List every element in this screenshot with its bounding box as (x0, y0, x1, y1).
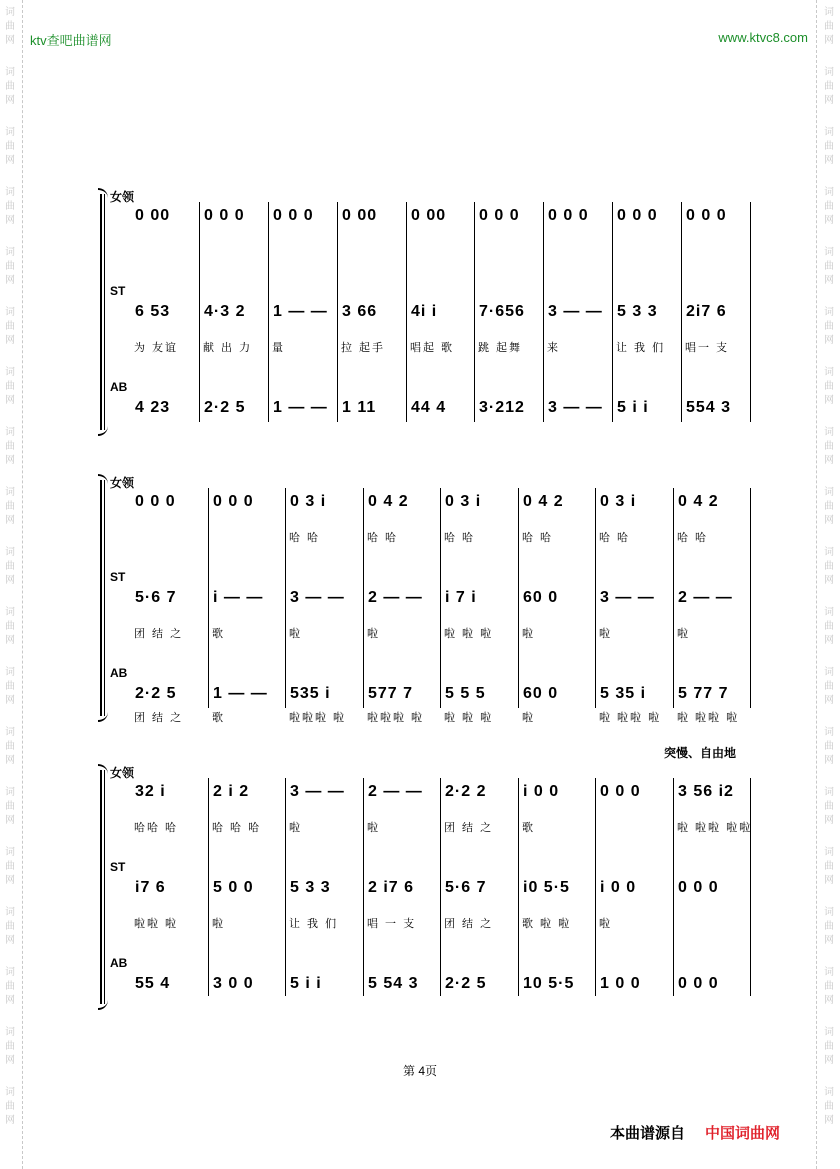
watermark-char: 词 (5, 487, 15, 498)
watermark-char: 曲 (5, 681, 15, 692)
measure-notes: 44 4 (411, 399, 447, 416)
measure-notes: 5 54 3 (368, 975, 419, 992)
measure-notes: 6 53 (135, 303, 171, 320)
lyric: 献 出 力 (203, 342, 253, 354)
measure-notes: 55 4 (135, 975, 171, 992)
watermark-char: 曲 (5, 501, 15, 512)
watermark-char: 词 (824, 787, 834, 798)
watermark-char: 词 (824, 7, 834, 18)
lyric: 哈 哈 (522, 532, 554, 544)
watermark-char: 网 (824, 275, 834, 286)
lyric: 来 (547, 342, 560, 354)
measure-notes: 1 — — (273, 399, 328, 416)
measure-notes: 2 — — (678, 589, 733, 606)
lyric: 啦 (367, 822, 380, 834)
barline (208, 488, 209, 708)
watermark-char: 曲 (824, 321, 834, 332)
lyric: 团 结 之 (444, 822, 494, 834)
watermark-char: 曲 (824, 501, 834, 512)
measure-notes: i 7 i (445, 589, 477, 606)
watermark-char: 曲 (5, 141, 15, 152)
watermark-char: 词 (5, 127, 15, 138)
measure-notes: 2 — — (368, 589, 423, 606)
lyric: 哈 哈 哈 (212, 822, 262, 834)
measure-notes: 10 5·5 (523, 975, 575, 992)
measure-notes: 0 0 0 (678, 879, 719, 896)
measure-notes: 3·212 (479, 399, 525, 416)
measure-notes: 4 23 (135, 399, 171, 416)
measure-notes: i — — (213, 589, 264, 606)
score-system (96, 476, 756, 724)
watermark-char: 曲 (5, 261, 15, 272)
measure-notes: 3 — — (290, 589, 345, 606)
watermark-char: 词 (824, 307, 834, 318)
watermark-char: 网 (5, 515, 15, 526)
page-number: 第 4页 (402, 1064, 437, 1078)
measure-notes: 554 3 (686, 399, 732, 416)
watermark-char: 网 (5, 335, 15, 346)
lyric: 歌 (212, 712, 225, 724)
watermark-char: 网 (824, 875, 834, 886)
lyric: 哈 哈 (367, 532, 399, 544)
measure-notes: 0 3 i (290, 493, 327, 510)
barline (518, 778, 519, 996)
measure-notes: 3 — — (600, 589, 655, 606)
measure-notes: 5 0 0 (213, 879, 254, 896)
watermark-char: 网 (5, 695, 15, 706)
part-label: 女领 (110, 476, 135, 490)
watermark-char: 网 (5, 275, 15, 286)
lyric: 哈 哈 (289, 532, 321, 544)
measure-notes: 1 11 (342, 399, 377, 416)
barline (363, 778, 364, 996)
watermark-char: 曲 (5, 21, 15, 32)
watermark-char: 词 (5, 727, 15, 738)
measure-notes: 5 i i (617, 399, 649, 416)
lyric: 让 我 们 (289, 918, 339, 930)
watermark-char: 词 (824, 967, 834, 978)
lyric: 啦 (599, 628, 612, 640)
lyric: 哈 哈 (677, 532, 709, 544)
measure-notes: 2·2 5 (135, 685, 177, 702)
watermark-char: 词 (824, 67, 834, 78)
measure-notes: 0 3 i (600, 493, 637, 510)
barline (673, 488, 674, 708)
part-label: ST (110, 570, 126, 584)
measure-notes: 3 0 0 (213, 975, 254, 992)
lyric: 啦 啦啦 啦 (599, 712, 662, 724)
barline (595, 488, 596, 708)
watermark-char: 网 (824, 35, 834, 46)
lyric: 啦 (212, 918, 225, 930)
barline (208, 778, 209, 996)
watermark-char: 网 (5, 755, 15, 766)
measure-notes: 0 0 0 (204, 207, 245, 224)
barline (673, 778, 674, 996)
left-margin-rule (22, 0, 23, 1169)
watermark-char: 词 (5, 427, 15, 438)
measure-notes: 0 0 0 (678, 975, 719, 992)
part-label: 女领 (110, 766, 135, 780)
watermark-char: 曲 (824, 21, 834, 32)
watermark-char: 网 (824, 815, 834, 826)
measure-notes: i0 5·5 (523, 879, 570, 896)
measure-notes: 0 0 0 (479, 207, 520, 224)
watermark-char: 词 (824, 187, 834, 198)
measure-notes: 60 0 (523, 685, 559, 702)
watermark-char: 曲 (824, 1041, 834, 1052)
header-left-site[interactable]: ktv查吧曲谱网 (30, 33, 112, 48)
lyric: 啦 (367, 628, 380, 640)
watermark-char: 网 (824, 995, 834, 1006)
watermark-char: 网 (824, 215, 834, 226)
barline (750, 488, 751, 708)
watermark-char: 词 (824, 847, 834, 858)
right-margin-rule (816, 0, 817, 1169)
watermark-char: 网 (5, 95, 15, 106)
watermark-char: 词 (824, 607, 834, 618)
system-bracket (96, 478, 106, 718)
watermark-char: 网 (5, 875, 15, 886)
watermark-char: 网 (5, 455, 15, 466)
watermark-char: 曲 (5, 321, 15, 332)
watermark-char: 曲 (824, 861, 834, 872)
watermark-char: 曲 (824, 1101, 834, 1112)
watermark-char: 词 (824, 367, 834, 378)
watermark-char: 网 (5, 815, 15, 826)
watermark-char: 词 (824, 247, 834, 258)
measure-notes: 0 0 0 (548, 207, 589, 224)
lyric: 啦 啦 啦 (444, 712, 494, 724)
watermark-char: 网 (824, 695, 834, 706)
part-label: ST (110, 860, 126, 874)
barline (595, 778, 596, 996)
watermark-char: 网 (5, 395, 15, 406)
measure-notes: i7 6 (135, 879, 166, 896)
watermark-char: 曲 (5, 561, 15, 572)
watermark-char: 网 (5, 1115, 15, 1126)
watermark-char: 网 (824, 335, 834, 346)
measure-notes: 5·6 7 (135, 589, 177, 606)
lyric: 团 结 之 (134, 712, 184, 724)
barline (750, 778, 751, 996)
measure-notes: 3 66 (342, 303, 378, 320)
watermark-char: 词 (5, 847, 15, 858)
lyric: 歌 啦 啦 (522, 918, 572, 930)
watermark-char: 网 (5, 35, 15, 46)
watermark-char: 词 (5, 67, 15, 78)
watermark-char: 词 (5, 787, 15, 798)
measure-notes: 1 0 0 (600, 975, 641, 992)
watermark-char: 网 (824, 755, 834, 766)
lyric: 让 我 们 (616, 342, 666, 354)
lyric: 团 结 之 (134, 628, 184, 640)
measure-notes: 577 7 (368, 685, 414, 702)
part-label: AB (110, 380, 128, 394)
watermark-char: 曲 (5, 621, 15, 632)
lyric: 为 友谊 (134, 342, 179, 354)
lyric: 唱一 支 (685, 342, 730, 354)
measure-notes: 0 00 (135, 207, 171, 224)
watermark-char: 曲 (824, 201, 834, 212)
measure-notes: 3 — — (548, 399, 603, 416)
lyric: 啦 啦啦 啦啦 (677, 822, 753, 834)
lyric: 啦 (289, 628, 302, 640)
lyric: 跳 起舞 (478, 342, 523, 354)
measure-notes: 0 0 0 (600, 783, 641, 800)
measure-notes: i 0 0 (523, 783, 560, 800)
watermark-char: 词 (5, 607, 15, 618)
watermark-char: 网 (5, 155, 15, 166)
watermark-char: 词 (5, 1027, 15, 1038)
measure-notes: 0 4 2 (678, 493, 719, 510)
watermark-char: 词 (824, 727, 834, 738)
lyric: 唱起 歌 (410, 342, 455, 354)
lyric: 歌 (522, 822, 535, 834)
measure-notes: 0 0 0 (617, 207, 658, 224)
watermark-char: 网 (824, 575, 834, 586)
watermark-char: 词 (824, 1027, 834, 1038)
watermark-char: 词 (5, 187, 15, 198)
part-label: AB (110, 666, 128, 680)
lyric: 啦啦啦 啦 (367, 712, 425, 724)
lyric: 啦 (289, 822, 302, 834)
measure-notes: 4·3 2 (204, 303, 246, 320)
barline (518, 488, 519, 708)
barline (750, 202, 751, 422)
watermark-char: 曲 (824, 981, 834, 992)
lyric: 团 结 之 (444, 918, 494, 930)
barline (268, 202, 269, 422)
watermark-char: 网 (5, 575, 15, 586)
measure-notes: 32 i (135, 783, 166, 800)
watermark-char: 曲 (5, 981, 15, 992)
measure-notes: 3 56 i2 (678, 783, 734, 800)
lyric: 啦 (522, 712, 535, 724)
watermark-char: 词 (5, 367, 15, 378)
watermark-char: 网 (824, 155, 834, 166)
watermark-char: 网 (5, 215, 15, 226)
lyric: 哈 哈 (599, 532, 631, 544)
barline (440, 778, 441, 996)
measure-notes: 5 5 5 (445, 685, 486, 702)
source-credit (610, 1122, 780, 1143)
watermark-char: 曲 (5, 441, 15, 452)
measure-notes: 5 35 i (600, 685, 647, 702)
watermark-char: 词 (5, 967, 15, 978)
lyric: 啦 啦啦 啦 (677, 712, 740, 724)
watermark-char: 词 (824, 487, 834, 498)
header-right-site[interactable]: www.ktvc8.com (718, 30, 808, 45)
measure-notes: 1 — — (213, 685, 268, 702)
watermark-char: 网 (824, 455, 834, 466)
score-system (96, 746, 756, 1006)
watermark-char: 网 (824, 1115, 834, 1126)
measure-notes: 5·6 7 (445, 879, 487, 896)
watermark-char: 网 (824, 1055, 834, 1066)
watermark-char: 曲 (824, 381, 834, 392)
source-site[interactable]: 中国词曲网 (705, 1125, 781, 1142)
measure-notes: 5 i i (290, 975, 322, 992)
watermark-char: 曲 (824, 441, 834, 452)
measure-notes: 0 00 (342, 207, 378, 224)
lyric: 哈 哈 (444, 532, 476, 544)
watermark-char: 曲 (824, 141, 834, 152)
measure-notes: 2i7 6 (686, 303, 727, 320)
system-bracket (96, 192, 106, 432)
measure-notes: 0 0 0 (135, 493, 176, 510)
measure-notes: 60 0 (523, 589, 559, 606)
watermark-char: 词 (5, 307, 15, 318)
barline (363, 488, 364, 708)
measure-notes: 2 i 2 (213, 783, 250, 800)
measure-notes: 1 — — (273, 303, 328, 320)
lyric: 哈哈 哈 (134, 822, 179, 834)
measure-notes: 3 — — (290, 783, 345, 800)
part-label: 女领 (110, 190, 135, 204)
watermark-char: 曲 (5, 1101, 15, 1112)
watermark-char: 词 (5, 7, 15, 18)
barline (199, 202, 200, 422)
measure-notes: 4i i (411, 303, 438, 320)
watermark-char: 网 (824, 395, 834, 406)
lyric: 啦 啦 啦 (444, 628, 494, 640)
barline (612, 202, 613, 422)
watermark-char: 曲 (824, 621, 834, 632)
measure-notes: 0 0 0 (686, 207, 727, 224)
measure-notes: 535 i (290, 685, 331, 702)
barline (406, 202, 407, 422)
measure-notes: i 0 0 (600, 879, 637, 896)
watermark-char: 曲 (824, 921, 834, 932)
watermark-char: 网 (5, 995, 15, 1006)
measure-notes: 0 4 2 (368, 493, 409, 510)
measure-notes: 5 3 3 (290, 879, 331, 896)
watermark-char: 词 (5, 1087, 15, 1098)
watermark-char: 词 (5, 907, 15, 918)
watermark-char: 曲 (5, 381, 15, 392)
measure-notes: 2·2 5 (445, 975, 487, 992)
watermark-char: 词 (824, 667, 834, 678)
barline (681, 202, 682, 422)
watermark-char: 曲 (5, 741, 15, 752)
measure-notes: 2·2 5 (204, 399, 246, 416)
lyric: 啦 (677, 628, 690, 640)
tempo-marking: 突慢、自由地 (663, 746, 736, 760)
source-label: 本曲谱源自 (610, 1125, 686, 1142)
watermark-char: 词 (824, 1087, 834, 1098)
watermark-char: 词 (824, 127, 834, 138)
measure-notes: 0 0 0 (273, 207, 314, 224)
barline (285, 778, 286, 996)
watermark-char: 词 (5, 247, 15, 258)
watermark-char: 网 (5, 635, 15, 646)
measure-notes: 0 4 2 (523, 493, 564, 510)
watermark-char: 曲 (5, 861, 15, 872)
watermark-char: 词 (824, 427, 834, 438)
watermark-char: 曲 (824, 801, 834, 812)
measure-notes: 2·2 2 (445, 783, 487, 800)
lyric: 啦 (522, 628, 535, 640)
watermark-char: 网 (824, 515, 834, 526)
watermark-char: 曲 (5, 921, 15, 932)
measure-notes: 2 — — (368, 783, 423, 800)
watermark-char: 曲 (5, 201, 15, 212)
watermark-char: 网 (824, 95, 834, 106)
part-label: AB (110, 956, 128, 970)
watermark-char: 曲 (5, 1041, 15, 1052)
lyric: 歌 (212, 628, 225, 640)
lyric: 量 (272, 342, 285, 354)
watermark-char: 曲 (824, 561, 834, 572)
lyric: 唱 一 支 (367, 918, 417, 930)
watermark-char: 曲 (824, 261, 834, 272)
lyric: 啦 (599, 918, 612, 930)
lyric: 拉 起手 (341, 342, 386, 354)
watermark-char: 曲 (824, 81, 834, 92)
watermark-char: 词 (824, 547, 834, 558)
barline (337, 202, 338, 422)
lyric: 啦啦啦 啦 (289, 712, 347, 724)
measure-notes: 7·656 (479, 303, 525, 320)
watermark-char: 词 (824, 907, 834, 918)
watermark-char: 词 (5, 667, 15, 678)
watermark-char: 曲 (824, 741, 834, 752)
measure-notes: 2 i7 6 (368, 879, 415, 896)
watermark-char: 网 (5, 935, 15, 946)
watermark-char: 曲 (5, 81, 15, 92)
measure-notes: 0 0 0 (213, 493, 254, 510)
barline (543, 202, 544, 422)
watermark-char: 词 (5, 547, 15, 558)
measure-notes: 0 3 i (445, 493, 482, 510)
watermark-char: 网 (824, 635, 834, 646)
lyric: 啦啦 啦 (134, 918, 179, 930)
barline (474, 202, 475, 422)
barline (440, 488, 441, 708)
barline (285, 488, 286, 708)
measure-notes: 5 77 7 (678, 685, 729, 702)
watermark-char: 网 (824, 935, 834, 946)
part-label: ST (110, 284, 126, 298)
measure-notes: 0 00 (411, 207, 447, 224)
measure-notes: 5 3 3 (617, 303, 658, 320)
watermark-char: 曲 (5, 801, 15, 812)
watermark-char: 网 (5, 1055, 15, 1066)
system-bracket (96, 768, 106, 1006)
score-system (96, 192, 756, 432)
measure-notes: 3 — — (548, 303, 603, 320)
watermark-char: 曲 (824, 681, 834, 692)
